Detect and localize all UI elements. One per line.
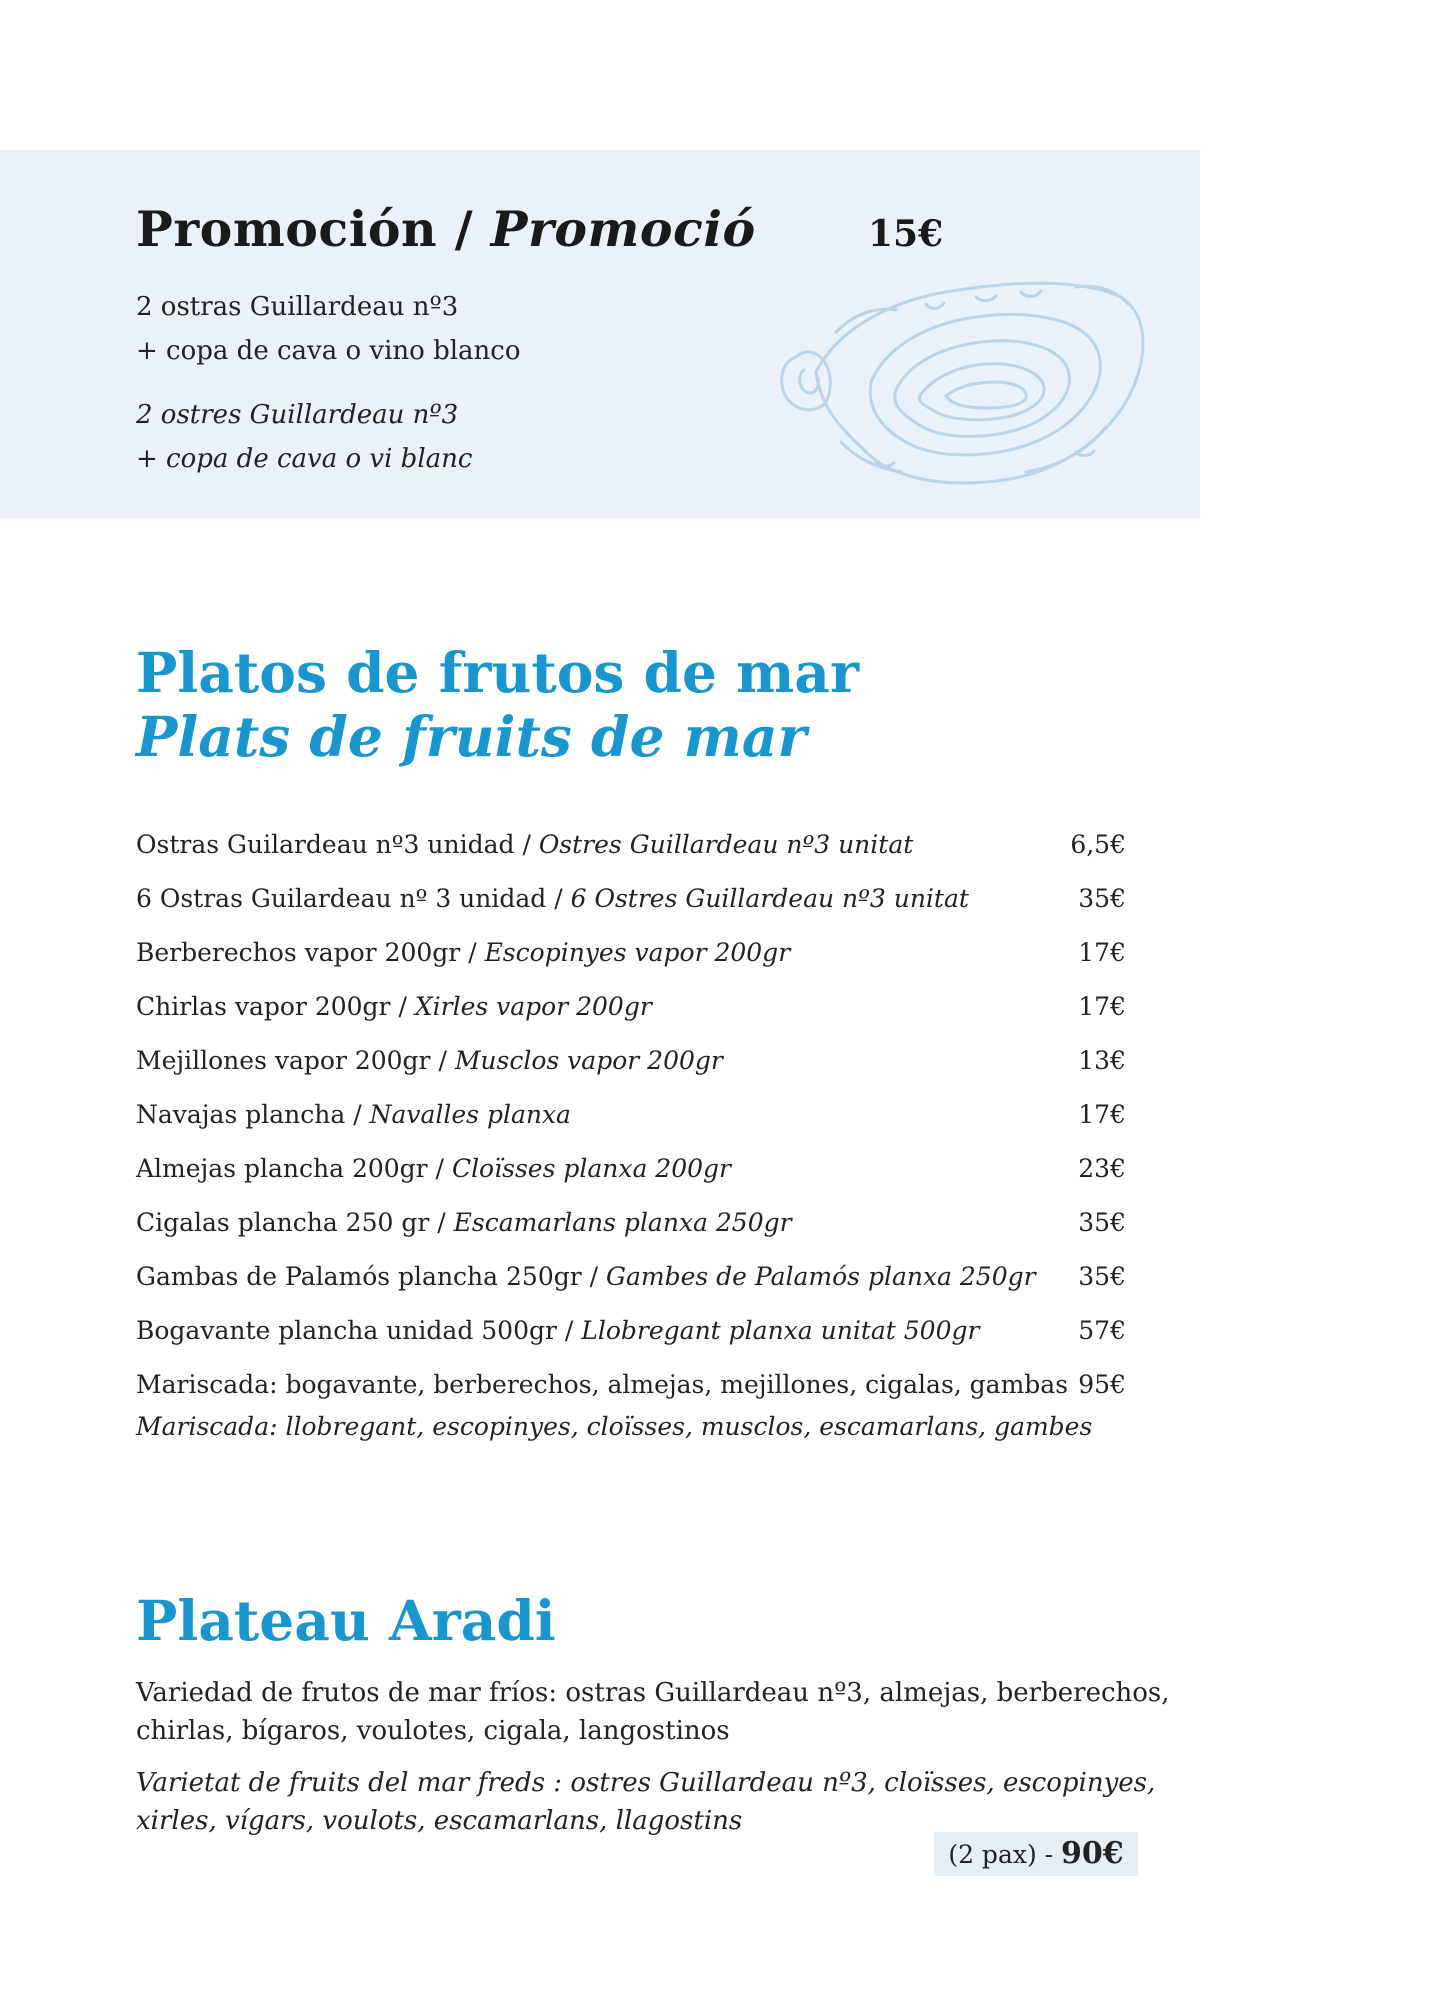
plateau-title: Plateau Aradi xyxy=(136,1588,556,1653)
promo-title xyxy=(136,200,756,258)
menu-item-row xyxy=(136,1100,1126,1140)
mariscada-es: Mariscada: bogavante, berberechos, almejas, mejillones, cigalas, gambas xyxy=(136,1370,1069,1399)
menu-item-price: 17€ xyxy=(1078,1100,1126,1129)
menu-item-name-es: Cigalas plancha 250 gr / xyxy=(136,1208,454,1237)
plateau-es-line-1: Variedad de frutos de mar fríos: ostras Guillardeau nº3, almejas, berberechos, xyxy=(136,1678,1170,1708)
mariscada-ca: Mariscada: llobregant, escopinyes, cloïsses, musclos, escamarlans, gambes xyxy=(136,1412,1093,1441)
menu-item-name-es: Gambas de Palamós plancha 250gr / xyxy=(136,1262,606,1291)
plateau-ca-line-1: Varietat de fruits del mar freds : ostres Guillardeau nº3, cloïsses, escopinyes, xyxy=(136,1768,1156,1798)
plateau-dash: - xyxy=(1036,1840,1062,1869)
promo-price: 15€ xyxy=(868,213,944,255)
menu-item-row xyxy=(136,1262,1126,1302)
menu-item-name-es: Chirlas vapor 200gr / xyxy=(136,992,415,1021)
menu-item-name xyxy=(136,1100,571,1129)
plateau-price: 90€ xyxy=(1061,1836,1124,1871)
menu-item-name-es: Berberechos vapor 200gr / xyxy=(136,938,485,967)
menu-item-price: 35€ xyxy=(1078,1262,1126,1291)
menu-item-price: 57€ xyxy=(1078,1316,1126,1345)
menu-item-name xyxy=(136,992,652,1021)
menu-item-price: 35€ xyxy=(1078,1208,1126,1237)
mariscada-price: 95€ xyxy=(1078,1370,1126,1399)
menu-item-name xyxy=(136,830,913,859)
menu-item-name xyxy=(136,1316,979,1345)
menu-item-row xyxy=(136,884,1126,924)
menu-item-name-ca: Cloïsses planxa 200gr xyxy=(451,1154,731,1183)
menu-item-name xyxy=(136,1262,1036,1291)
menu-item-name-ca: Escamarlans planxa 250gr xyxy=(453,1208,792,1237)
menu-item-name xyxy=(136,884,969,913)
menu-item-name-es: Ostras Guilardeau nº3 unidad / xyxy=(136,830,539,859)
menu-item-name-es: 6 Ostras Guilardeau nº 3 unidad / xyxy=(136,884,571,913)
menu-item-row xyxy=(136,1154,1126,1194)
mariscada-row xyxy=(136,1370,1126,1460)
menu-item-name-ca: Xirles vapor 200gr xyxy=(414,992,652,1021)
promo-es-line-1: 2 ostras Guillardeau nº3 xyxy=(136,292,459,322)
menu-item-name xyxy=(136,1046,723,1075)
menu-item-name-ca: Navalles planxa xyxy=(369,1100,571,1129)
menu-item-price: 23€ xyxy=(1078,1154,1126,1183)
menu-item-name-ca: Musclos vapor 200gr xyxy=(454,1046,723,1075)
menu-item-name xyxy=(136,1208,792,1237)
menu-item-name-es: Bogavante plancha unidad 500gr / xyxy=(136,1316,582,1345)
plateau-price-badge xyxy=(934,1832,1138,1876)
promo-title-es: Promoción xyxy=(136,200,438,258)
promo-ca-line-1: 2 ostres Guillardeau nº3 xyxy=(136,400,459,430)
menu-item-row xyxy=(136,938,1126,978)
menu-item-name-es: Navajas plancha / xyxy=(136,1100,370,1129)
seafood-title-ca: Plats de fruits de mar xyxy=(136,704,807,769)
menu-item-price: 17€ xyxy=(1078,992,1126,1021)
menu-item-name-ca: Gambes de Palamós planxa 250gr xyxy=(606,1262,1036,1291)
menu-item-row xyxy=(136,1208,1126,1248)
menu-item-name-ca: Llobregant planxa unitat 500gr xyxy=(581,1316,980,1345)
menu-item-row xyxy=(136,992,1126,1032)
menu-item-price: 13€ xyxy=(1078,1046,1126,1075)
menu-item-price: 6,5€ xyxy=(1070,830,1126,859)
plateau-ca-line-2: xirles, vígars, voulots, escamarlans, llagostins xyxy=(136,1806,743,1836)
seafood-title-es: Platos de frutos de mar xyxy=(136,640,859,705)
menu-item-name-ca: 6 Ostres Guillardeau nº3 unitat xyxy=(570,884,969,913)
plateau-pax: (2 pax) xyxy=(948,1840,1037,1869)
menu-item-price: 35€ xyxy=(1078,884,1126,913)
menu-item-name xyxy=(136,938,790,967)
oyster-illustration xyxy=(776,262,1156,492)
menu-item-row xyxy=(136,1316,1126,1356)
promo-ca-line-2: + copa de cava o vi blanc xyxy=(136,444,473,474)
promo-title-ca: Promoció xyxy=(490,200,756,258)
promo-title-separator: / xyxy=(454,200,474,258)
menu-item-name xyxy=(136,1154,731,1183)
menu-item-row xyxy=(136,830,1126,870)
menu-item-name-es: Almejas plancha 200gr / xyxy=(136,1154,452,1183)
plateau-es-line-2: chirlas, bígaros, voulotes, cigala, langostinos xyxy=(136,1716,730,1746)
menu-item-name-ca: Ostres Guillardeau nº3 unitat xyxy=(538,830,914,859)
promo-es-line-2: + copa de cava o vino blanco xyxy=(136,336,521,366)
menu-item-name-ca: Escopinyes vapor 200gr xyxy=(484,938,791,967)
menu-item-name-es: Mejillones vapor 200gr / xyxy=(136,1046,455,1075)
menu-item-price: 17€ xyxy=(1078,938,1126,967)
menu-item-row xyxy=(136,1046,1126,1086)
